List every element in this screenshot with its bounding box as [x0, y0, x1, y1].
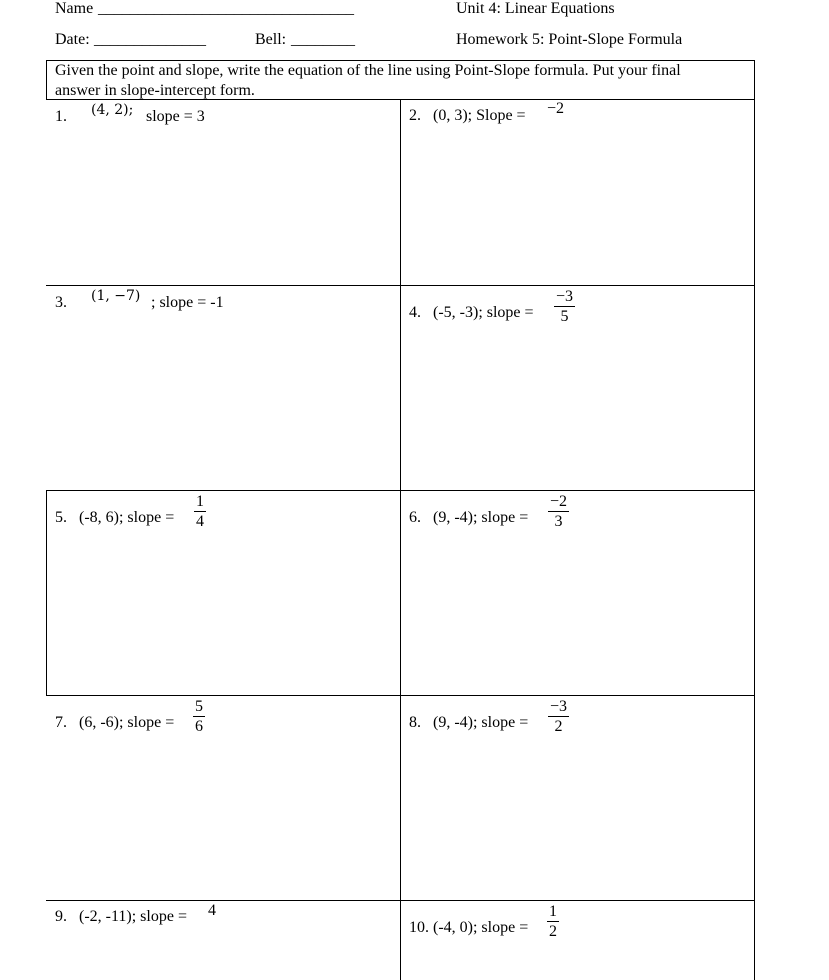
box-left-border-top [46, 60, 47, 100]
problem-number: 6. [409, 509, 421, 526]
box-right-border [754, 60, 755, 980]
instructions-line-2: answer in slope-intercept form. [55, 82, 255, 99]
date-label: Date: [55, 31, 90, 48]
fraction-denominator: 3 [554, 513, 563, 530]
slope-value: −2 [547, 100, 565, 117]
problem-number: 8. [409, 714, 421, 731]
box-top-border [46, 60, 755, 61]
slope-text: slope = 3 [146, 108, 205, 125]
problem-number: 1. [55, 108, 67, 125]
fraction-denominator: 4 [196, 513, 204, 530]
point-slope-text: (9, -4); slope = [433, 509, 529, 526]
fraction-denominator: 6 [195, 718, 203, 735]
date-blank[interactable]: ______________ [94, 31, 206, 48]
row-divider-2 [46, 285, 755, 286]
slope-fraction [554, 289, 575, 325]
point-expression: (4, 2); [91, 102, 134, 118]
point-slope-text: (-5, -3); slope = [433, 304, 534, 321]
fraction-numerator: 1 [196, 493, 204, 510]
problem-number: 7. [55, 714, 67, 731]
point-slope-text: (-2, -11); slope = [79, 908, 187, 925]
row-divider-3 [46, 490, 755, 491]
slope-fraction [547, 904, 559, 940]
problem-number: 2. [409, 107, 421, 124]
bell-blank[interactable]: ________ [291, 31, 355, 48]
row-divider-4 [46, 695, 755, 696]
row-divider-1 [46, 99, 755, 100]
bell-label: Bell: [255, 31, 287, 48]
slope-text: ; slope = -1 [151, 294, 224, 311]
name-blank[interactable]: ________________________________ [98, 0, 354, 17]
fraction-denominator: 2 [554, 718, 563, 735]
point-slope-text: (-8, 6); slope = [79, 509, 175, 526]
fraction-denominator: 5 [560, 308, 569, 325]
point-slope-text: (-4, 0); slope = [433, 919, 529, 936]
problem-number: 3. [55, 294, 67, 311]
point-expression: (1, −7) [91, 288, 141, 304]
instructions-line-1: Given the point and slope, write the equation of the line using Point-Slope formula. Put your final [55, 62, 681, 79]
problem-number: 5. [55, 509, 67, 526]
fraction-numerator: −3 [556, 288, 574, 305]
problem-number: 9. [55, 908, 67, 925]
box-left-border-mid [46, 491, 47, 696]
problem-number: 10. [409, 919, 429, 936]
slope-value: 4 [208, 902, 216, 919]
point-slope-text: (6, -6); slope = [79, 714, 175, 731]
row-divider-5 [46, 900, 755, 901]
fraction-denominator: 2 [549, 923, 557, 940]
slope-fraction [193, 699, 205, 735]
unit-title: Unit 4: Linear Equations [456, 0, 615, 17]
slope-fraction [548, 699, 569, 735]
fraction-numerator: 1 [549, 903, 557, 920]
homework-title: Homework 5: Point-Slope Formula [456, 31, 683, 48]
slope-fraction [194, 494, 206, 530]
name-label: Name [55, 0, 94, 17]
fraction-numerator: −2 [550, 493, 568, 510]
point-slope-text: (9, -4); slope = [433, 714, 529, 731]
point-slope-text: (0, 3); Slope = [433, 107, 526, 124]
fraction-numerator: 5 [195, 698, 203, 715]
column-divider [400, 99, 401, 980]
fraction-numerator: −3 [550, 698, 568, 715]
slope-fraction [548, 494, 569, 530]
problem-number: 4. [409, 304, 421, 321]
